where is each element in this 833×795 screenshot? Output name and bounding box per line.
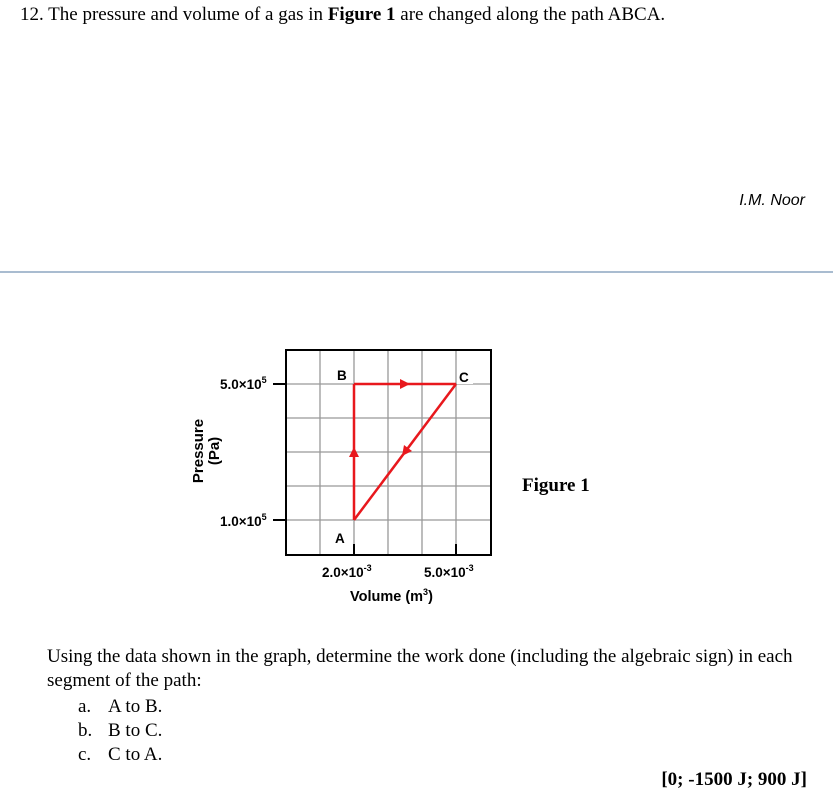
parts-list [78,695,162,767]
list-item [78,695,162,719]
answer-key: [0; -1500 J; 900 J] [661,769,807,790]
x-tick-left-label: $2.0\times 10^{-3}$ [322,563,372,580]
y-tick-low-label: $1.0\times 10^5$ [220,512,267,529]
part-label: a. [78,696,92,717]
part-text: B to C. [108,720,163,741]
point-b-label: B [337,368,347,383]
author-name: I.M. Noor [739,192,805,209]
x-tick-right-label: $5.0\times 10^{-3}$ [424,563,474,580]
svg-text:(Pa): (Pa) [206,436,223,466]
y-tick-high-label: $5.0\times 10^5$ [220,375,267,392]
svg-text:Pressure: Pressure [190,418,207,484]
part-label: c. [78,744,92,765]
path-abca [349,379,456,520]
pv-graph [0,340,520,620]
list-item [78,719,162,743]
figure-label: Figure 1 [522,475,590,496]
page-divider [0,271,833,273]
list-item [78,743,162,767]
question-text-before: The pressure and volume of a gas in [48,4,328,25]
question-text-after: are changed along the path ABCA. [395,4,666,25]
question-title [20,4,665,26]
part-text: A to B. [108,696,163,717]
instruction-text: Using the data shown in the graph, determine the work done (including the algebraic sign) in each segment of the path: [47,646,793,691]
point-c-label: C [459,370,469,385]
part-text: C to A. [108,744,163,765]
part-label: b. [78,720,93,741]
point-a-label: A [335,531,345,546]
figure-reference: Figure 1 [327,4,396,25]
question-number: 12. [20,4,44,25]
y-axis-label [190,419,223,483]
x-axis-label: Volume $(m^3)$ [350,587,433,605]
path-arrow-bc [400,379,410,389]
